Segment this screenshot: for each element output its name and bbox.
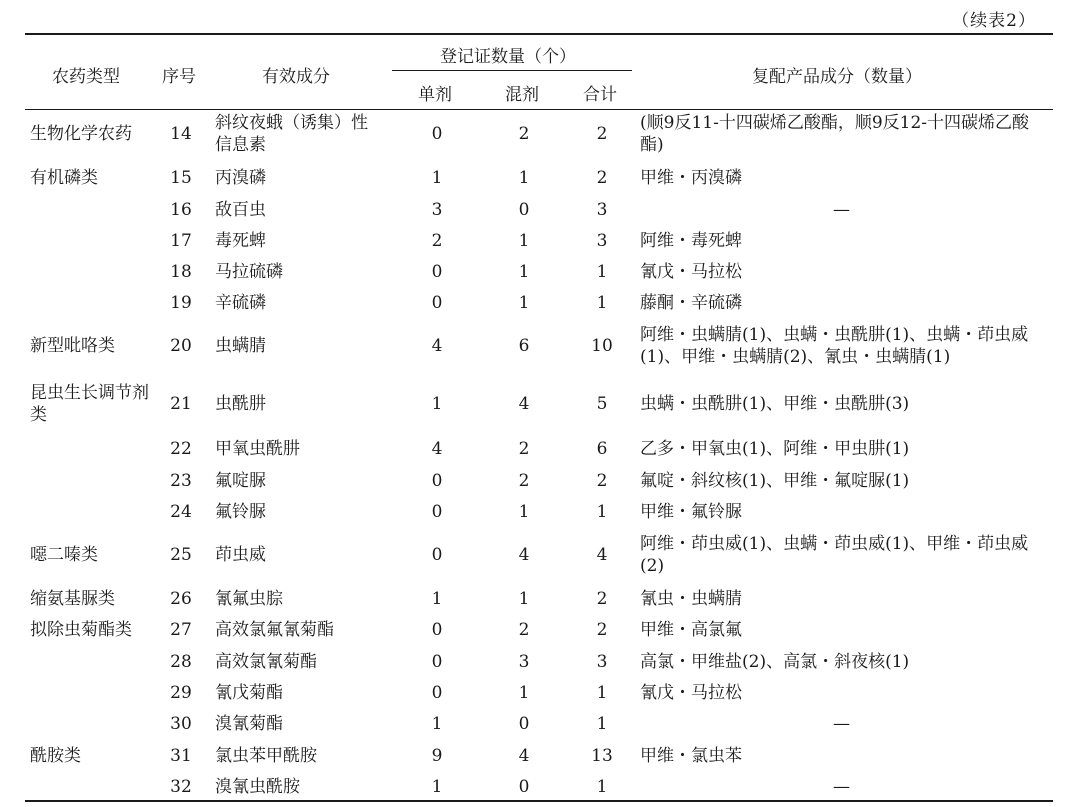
- row-ingredient: 甲氧虫酰肼: [215, 439, 300, 459]
- row-ingredient: 丙溴磷: [215, 168, 266, 188]
- header-category: 农药类型: [52, 67, 120, 87]
- row-single-count: 4: [431, 439, 443, 459]
- row-total-count: 5: [596, 394, 608, 414]
- row-index: 15: [170, 168, 192, 188]
- row-category: 缩氨基脲类: [30, 589, 115, 609]
- row-single-count: 1: [431, 777, 443, 797]
- row-ingredient: 毒死蜱: [215, 231, 266, 251]
- row-mixed-count: 1: [518, 231, 530, 251]
- row-compound: (顺9反11-十四碳烯乙酸酯，顺9反12-十四碳烯乙酸酯): [640, 113, 1030, 155]
- row-single-count: 0: [431, 293, 443, 313]
- row-total-count: 3: [596, 200, 608, 220]
- row-mixed-count: 4: [518, 545, 530, 565]
- subheader-rule: [392, 70, 632, 71]
- row-total-count: 2: [596, 471, 608, 491]
- row-single-count: 1: [431, 168, 443, 188]
- header-index: 序号: [162, 67, 196, 87]
- row-single-count: 0: [431, 124, 443, 144]
- row-index: 25: [170, 545, 192, 565]
- row-ingredient: 溴氰菊酯: [215, 714, 283, 734]
- top-rule: [25, 33, 1053, 35]
- row-total-count: 2: [596, 620, 608, 640]
- row-total-count: 3: [596, 231, 608, 251]
- row-mixed-count: 0: [518, 200, 530, 220]
- row-mixed-count: 3: [518, 652, 530, 672]
- row-category: 酰胺类: [30, 746, 81, 766]
- row-compound: 氰戊・马拉松: [640, 683, 742, 703]
- row-ingredient: 虫酰肼: [215, 394, 266, 414]
- row-total-count: 1: [596, 293, 608, 313]
- row-mixed-count: 0: [518, 777, 530, 797]
- header-rule: [25, 109, 1053, 110]
- row-single-count: 0: [431, 471, 443, 491]
- row-ingredient: 辛硫磷: [215, 293, 266, 313]
- row-total-count: 3: [596, 652, 608, 672]
- row-ingredient: 斜纹夜蛾（诱集）性信息素: [215, 113, 368, 155]
- row-ingredient: 氰戊菊酯: [215, 683, 283, 703]
- row-ingredient: 虫螨腈: [215, 336, 266, 356]
- row-compound-empty: —: [833, 200, 850, 220]
- row-mixed-count: 1: [518, 683, 530, 703]
- row-mixed-count: 2: [518, 124, 530, 144]
- row-total-count: 1: [596, 777, 608, 797]
- row-category: 昆虫生长调节剂类: [30, 383, 149, 425]
- row-index: 20: [170, 336, 192, 356]
- row-ingredient: 敌百虫: [215, 200, 266, 220]
- row-total-count: 4: [596, 545, 608, 565]
- header-single: 单剂: [418, 85, 452, 105]
- row-single-count: 1: [431, 589, 443, 609]
- row-index: 27: [170, 620, 192, 640]
- row-ingredient: 茚虫威: [215, 545, 266, 565]
- row-compound: 氰戊・马拉松: [640, 262, 742, 282]
- row-index: 16: [170, 200, 192, 220]
- row-compound-empty: —: [833, 714, 850, 734]
- row-single-count: 0: [431, 683, 443, 703]
- row-index: 22: [170, 439, 192, 459]
- row-compound: 阿维・茚虫威(1)、虫螨・茚虫威(1)、甲维・茚虫威(2): [640, 534, 1029, 576]
- row-index: 21: [170, 394, 192, 414]
- row-index: 23: [170, 471, 192, 491]
- row-compound: 甲维・高氯氟: [640, 620, 742, 640]
- row-single-count: 1: [431, 394, 443, 414]
- row-category: 噁二嗪类: [30, 545, 98, 565]
- row-mixed-count: 2: [518, 471, 530, 491]
- row-mixed-count: 6: [518, 336, 530, 356]
- row-mixed-count: 1: [518, 293, 530, 313]
- row-mixed-count: 4: [518, 746, 530, 766]
- row-category: 有机磷类: [30, 168, 98, 188]
- row-compound: 氰虫・虫螨腈: [640, 589, 742, 609]
- header-mixed: 混剂: [505, 85, 539, 105]
- row-ingredient: 氟啶脲: [215, 471, 266, 491]
- row-index: 32: [170, 777, 192, 797]
- row-single-count: 0: [431, 620, 443, 640]
- header-registration-count: 登记证数量（个）: [440, 47, 576, 67]
- row-mixed-count: 1: [518, 262, 530, 282]
- row-ingredient: 氯虫苯甲酰胺: [215, 746, 317, 766]
- row-total-count: 13: [591, 746, 613, 766]
- row-index: 26: [170, 589, 192, 609]
- row-compound: 乙多・甲氧虫(1)、阿维・甲虫肼(1): [640, 439, 910, 459]
- row-total-count: 2: [596, 168, 608, 188]
- row-compound: 阿维・虫螨腈(1)、虫螨・虫酰肼(1)、虫螨・茚虫威(1)、甲维・虫螨腈(2)、氰虫・虫螨腈(1): [640, 325, 1029, 367]
- row-compound: 阿维・毒死蜱: [640, 231, 742, 251]
- row-index: 30: [170, 714, 192, 734]
- row-single-count: 0: [431, 545, 443, 565]
- row-mixed-count: 2: [518, 620, 530, 640]
- row-single-count: 3: [431, 200, 443, 220]
- header-total: 合计: [583, 85, 617, 105]
- row-total-count: 1: [596, 714, 608, 734]
- row-single-count: 0: [431, 652, 443, 672]
- continuation-label: （续表2）: [952, 11, 1036, 31]
- row-ingredient: 马拉硫磷: [215, 262, 283, 282]
- row-total-count: 1: [596, 683, 608, 703]
- row-compound: 氟啶・斜纹核(1)、甲维・氟啶脲(1): [640, 471, 910, 491]
- row-mixed-count: 4: [518, 394, 530, 414]
- row-index: 18: [170, 262, 192, 282]
- row-ingredient: 氟铃脲: [215, 502, 266, 522]
- row-category: 新型吡咯类: [30, 336, 115, 356]
- row-single-count: 1: [431, 714, 443, 734]
- row-mixed-count: 2: [518, 439, 530, 459]
- header-compound: 复配产品成分（数量）: [752, 67, 922, 87]
- row-category: 生物化学农药: [30, 124, 132, 144]
- row-single-count: 4: [431, 336, 443, 356]
- bottom-rule: [25, 800, 1053, 802]
- row-total-count: 1: [596, 262, 608, 282]
- row-compound: 甲维・氯虫苯: [640, 746, 742, 766]
- row-single-count: 9: [431, 746, 443, 766]
- row-compound: 高氯・甲维盐(2)、高氯・斜夜核(1): [640, 652, 910, 672]
- row-total-count: 10: [591, 336, 613, 356]
- row-mixed-count: 1: [518, 502, 530, 522]
- row-index: 29: [170, 683, 192, 703]
- row-single-count: 0: [431, 262, 443, 282]
- row-category: 拟除虫菊酯类: [30, 620, 132, 640]
- row-compound: 藤酮・辛硫磷: [640, 293, 742, 313]
- row-total-count: 2: [596, 589, 608, 609]
- row-index: 24: [170, 502, 192, 522]
- row-index: 19: [170, 293, 192, 313]
- row-total-count: 1: [596, 502, 608, 522]
- row-single-count: 0: [431, 502, 443, 522]
- row-total-count: 6: [596, 439, 608, 459]
- row-single-count: 2: [431, 231, 443, 251]
- row-compound-empty: —: [833, 777, 850, 797]
- row-total-count: 2: [596, 124, 608, 144]
- row-mixed-count: 0: [518, 714, 530, 734]
- row-index: 28: [170, 652, 192, 672]
- row-index: 17: [170, 231, 192, 251]
- row-ingredient: 溴氰虫酰胺: [215, 777, 300, 797]
- row-ingredient: 高效氯氰菊酯: [215, 652, 317, 672]
- row-index: 14: [170, 124, 192, 144]
- row-compound: 甲维・丙溴磷: [640, 168, 742, 188]
- row-compound: 虫螨・虫酰肼(1)、甲维・虫酰肼(3): [640, 394, 910, 414]
- row-index: 31: [170, 746, 192, 766]
- row-ingredient: 高效氯氟氰菊酯: [215, 620, 334, 640]
- row-ingredient: 氰氟虫腙: [215, 589, 283, 609]
- header-ingredient: 有效成分: [262, 67, 330, 87]
- row-mixed-count: 1: [518, 589, 530, 609]
- row-mixed-count: 1: [518, 168, 530, 188]
- row-compound: 甲维・氟铃脲: [640, 502, 742, 522]
